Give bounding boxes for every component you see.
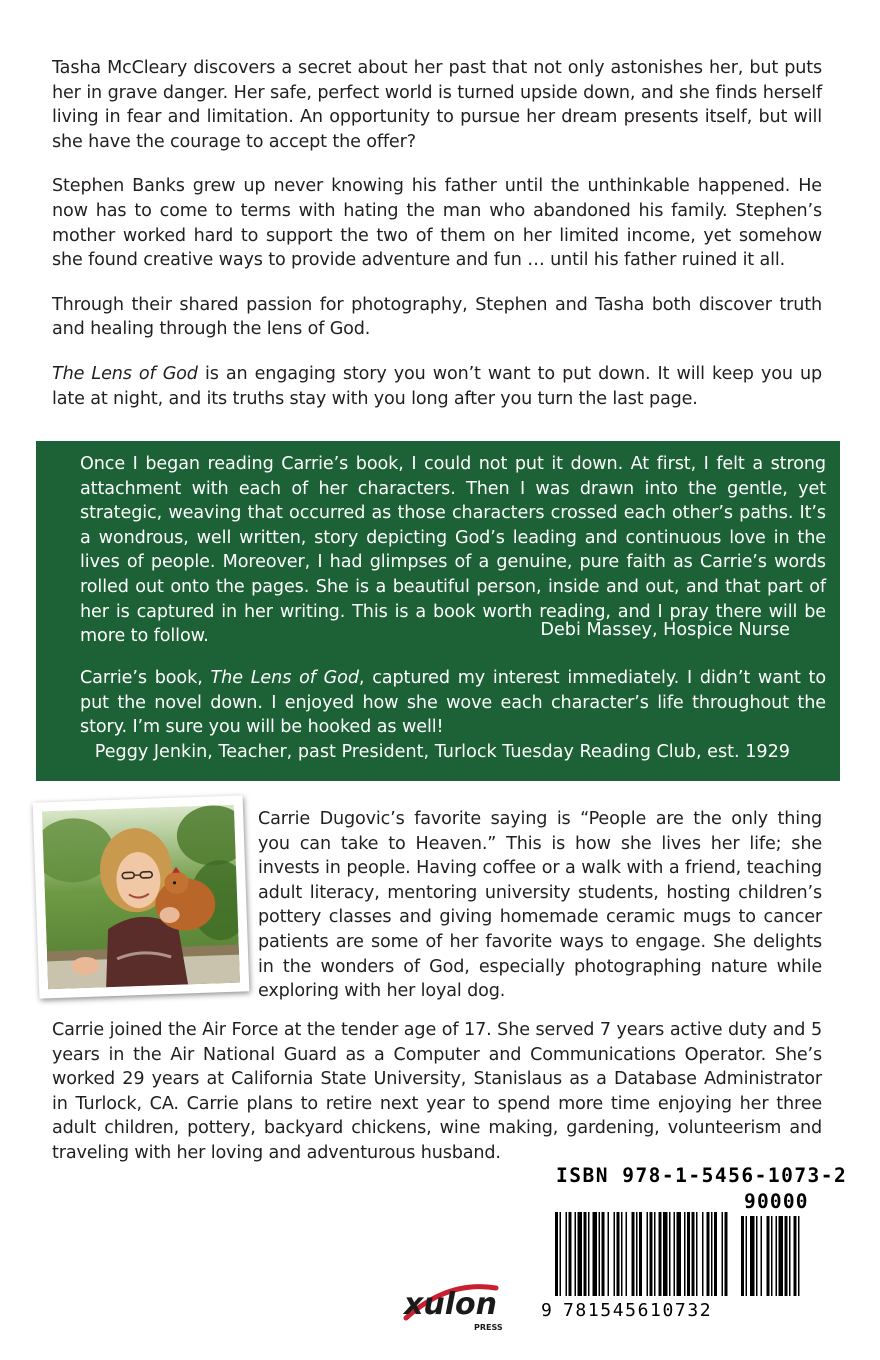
xulon-press-logo	[400, 1278, 520, 1338]
endorsement-2-text	[80, 666, 826, 740]
endorsement-2-text-start: Carrie’s book,	[80, 668, 211, 688]
endorsement-2-book-title: The Lens of God	[210, 668, 359, 688]
svg-text:PRESS: PRESS	[474, 1323, 503, 1332]
endorsement-1-text: Once I began reading Carrie’s book, I could not put it down. At first, I felt a strong attachment with each of her characters. Then I was drawn into the gentle, yet strategic, weaving that occurred as those characters crossed each other’s paths. It’s a wondrous, well written, story depicting God’s leading and continuous love in the lives of people. Moreover, I had glimpses of a genuine, pure faith as Carrie’s words rolled out onto the pages. She is a beautiful person, inside and out, and that part of her is captured in her writing. This is a book worth reading, and I pray there will be more to follow.	[80, 454, 826, 647]
endorsements-panel	[36, 441, 840, 781]
book-blurb	[52, 56, 822, 411]
blurb-paragraph-4-text: is an engaging story you won’t want to put down. It will keep you up late at night, and its truths stay with you long after you turn the last page.	[52, 363, 823, 409]
ean-first-digit: 9	[541, 1300, 552, 1321]
book-title-italic: The Lens of God	[52, 363, 198, 384]
author-portrait-image	[42, 805, 240, 990]
author-bio-bottom: Carrie joined the Air Force at the tender age of 17. She served 7 years active duty and 5 years in the Air National Guard as a Computer and Communications Operator. She’s worked 29 years at California State University, Stanislaus as a Database Administrator in Turlock, CA. Carrie plans to retire next year to spend more time enjoying her three adult children, pottery, backyard chickens, wine making, gardening, volunteerism and traveling with her loving and adventurous husband.	[52, 1020, 822, 1163]
endorsement-1-attribution: Debi Massey, Hospice Nurse	[540, 620, 790, 640]
blurb-paragraph-1: Tasha McCleary discovers a secret about her past that not only astonishes her, but puts her in grave danger. Her safe, perfect world is turned upside down, and she finds herself living in fear and limitation. An opportunity to pursue her dream presents itself, but will she have the courage to accept the offer?	[52, 58, 822, 152]
svg-text:xulon: xulon	[404, 1287, 497, 1322]
price-code: 90000	[744, 1190, 809, 1213]
barcode-icon	[541, 1212, 823, 1300]
isbn-number: ISBN 978-1-5456-1073-2	[556, 1164, 848, 1187]
endorsement-2-text-end: , captured my interest immediately. I didn’t want to put the novel down. I enjoyed how she wove each character’s life throughout the story. I’m sure you will be hooked as well!	[80, 668, 827, 738]
endorsement-2-attribution: Peggy Jenkin, Teacher, past President, Turlock Tuesday Reading Club, est. 1929	[94, 742, 790, 762]
author-bio-side: Carrie Dugovic’s favorite saying is “People are the only thing you can take to Heaven.” This is how she lives her life; she invests in people. Having coffee or a walk with a friend, teaching adult literacy, mentoring university students, hosting children’s pottery classes and giving homemade ceramic mugs to cancer patients are some of her favorite ways to engage. She delights in the wonders of God, especially photographing nature while exploring with her loyal dog.	[258, 809, 822, 1002]
publisher-logo-icon	[400, 1278, 520, 1338]
author-photo	[33, 795, 250, 998]
blurb-paragraph-4	[52, 362, 822, 411]
blurb-paragraph-2: Stephen Banks grew up never knowing his father until the unthinkable happened. He now has to come to terms with hating the man who abandoned his family. Stephen’s mother worked hard to support the two of them on her limited income, yet somehow she found creative ways to provide adventure and fun … until his father ruined it all.	[52, 176, 822, 271]
blurb-paragraph-3: Through their shared passion for photography, Stephen and Tasha both discover truth and healing through the lens of God.	[52, 294, 822, 340]
ean-digits: 781545610732	[563, 1300, 713, 1321]
